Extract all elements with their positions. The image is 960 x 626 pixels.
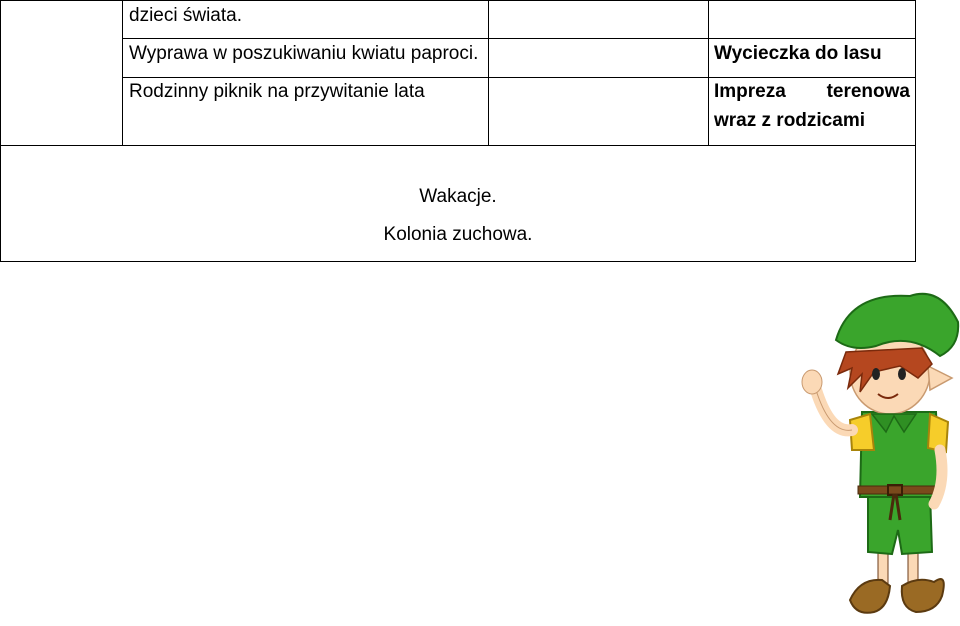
cell-dzieci-swiata: dzieci świata. [129, 5, 242, 26]
cell-wakacje: Wakacje. [419, 186, 497, 207]
elf-illustration [790, 282, 960, 622]
cell-impreza-word1: Impreza [714, 81, 786, 102]
cell-wyprawa: Wyprawa w poszukiwaniu kwiatu paproci. [129, 43, 479, 64]
cell-impreza-word2: terenowa [826, 81, 910, 102]
cell-piknik: Rodzinny piknik na przywitanie lata [129, 81, 425, 102]
cell-wycieczka: Wycieczka do lasu [714, 43, 882, 64]
cell-impreza-line1 [714, 80, 910, 104]
cell-kolonia: Kolonia zuchowa. [383, 224, 533, 245]
cell-impreza-line2: wraz z rodzicami [714, 110, 865, 131]
